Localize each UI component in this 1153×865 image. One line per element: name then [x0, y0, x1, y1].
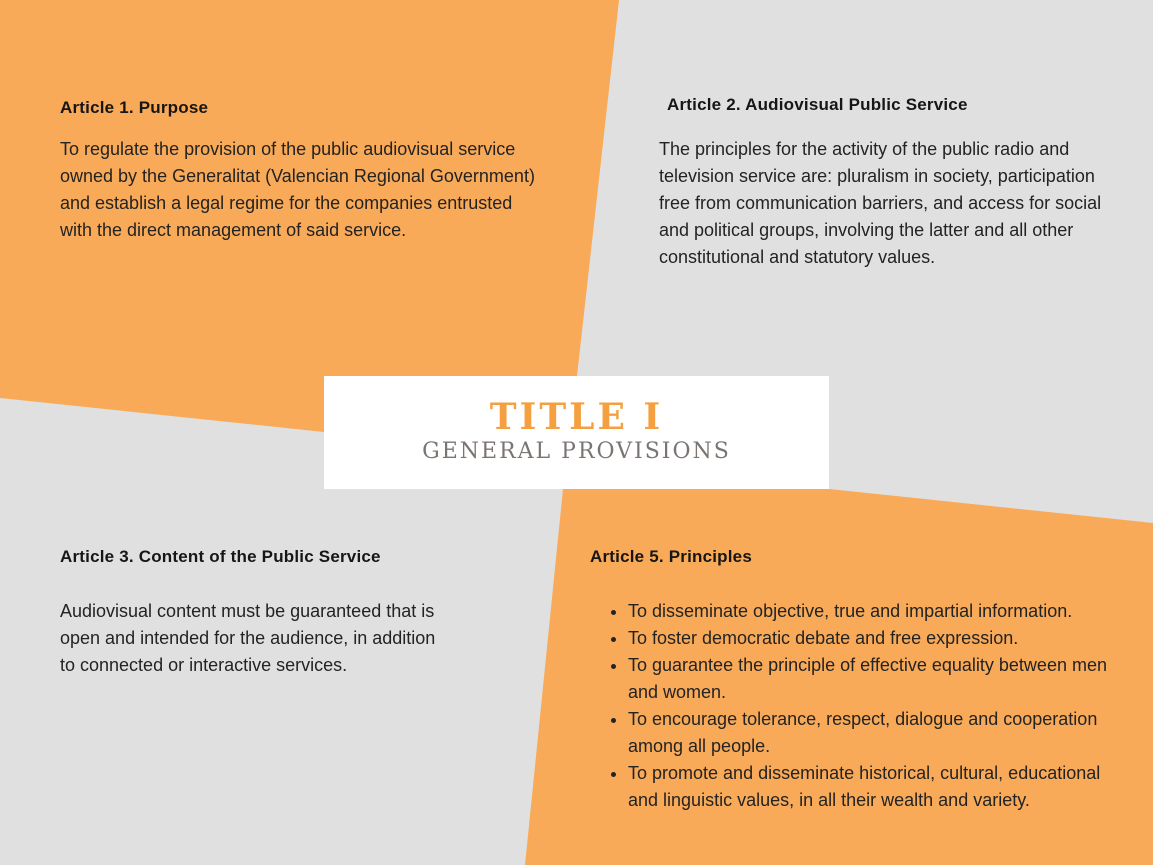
principle-item: • To foster democratic debate and free expression. — [628, 625, 1130, 652]
title-subtitle: GENERAL PROVISIONS — [422, 439, 731, 464]
article-5-heading: Article 5. Principles — [590, 547, 752, 566]
article-1-heading: Article 1. Purpose — [60, 98, 209, 117]
article-3-heading: Article 3. Content of the Public Service — [60, 547, 381, 566]
article-2-heading: Article 2. Audiovisual Public Service — [667, 95, 968, 114]
principle-item: • To encourage tolerance, respect, dialogue and cooperation among all people. — [628, 706, 1130, 760]
principle-item: • To guarantee the principle of effective equality between men and women. — [628, 652, 1130, 706]
article-3-text: Audiovisual content must be guaranteed that is open and intended for the audience, in addition to connected or interactive services. — [60, 601, 436, 675]
title-heading: TITLE I — [489, 396, 664, 438]
article-2-text: The principles for the activity of the public radio and television service are: pluralism in society, participation free from communication barriers, and access for social and political groups, involving the latter and all other constitutional and statutory values. — [659, 139, 1102, 267]
title-card — [324, 376, 829, 489]
article-1-section — [60, 98, 540, 244]
principle-item: • To disseminate objective, true and impartial information. — [628, 598, 1130, 625]
article-2-section — [659, 95, 1119, 271]
article-3-section — [60, 547, 440, 679]
article-5-section — [590, 547, 1130, 814]
article-1-text: To regulate the provision of the public audiovisual service owned by the Generalitat (Valencian Regional Government) and establish a legal regime for the companies entrusted with the direct management of said service. — [60, 139, 535, 240]
principle-item: • To promote and disseminate historical, cultural, educational and linguistic values, in all their wealth and variety. — [628, 760, 1130, 814]
principles-list — [590, 598, 1130, 814]
